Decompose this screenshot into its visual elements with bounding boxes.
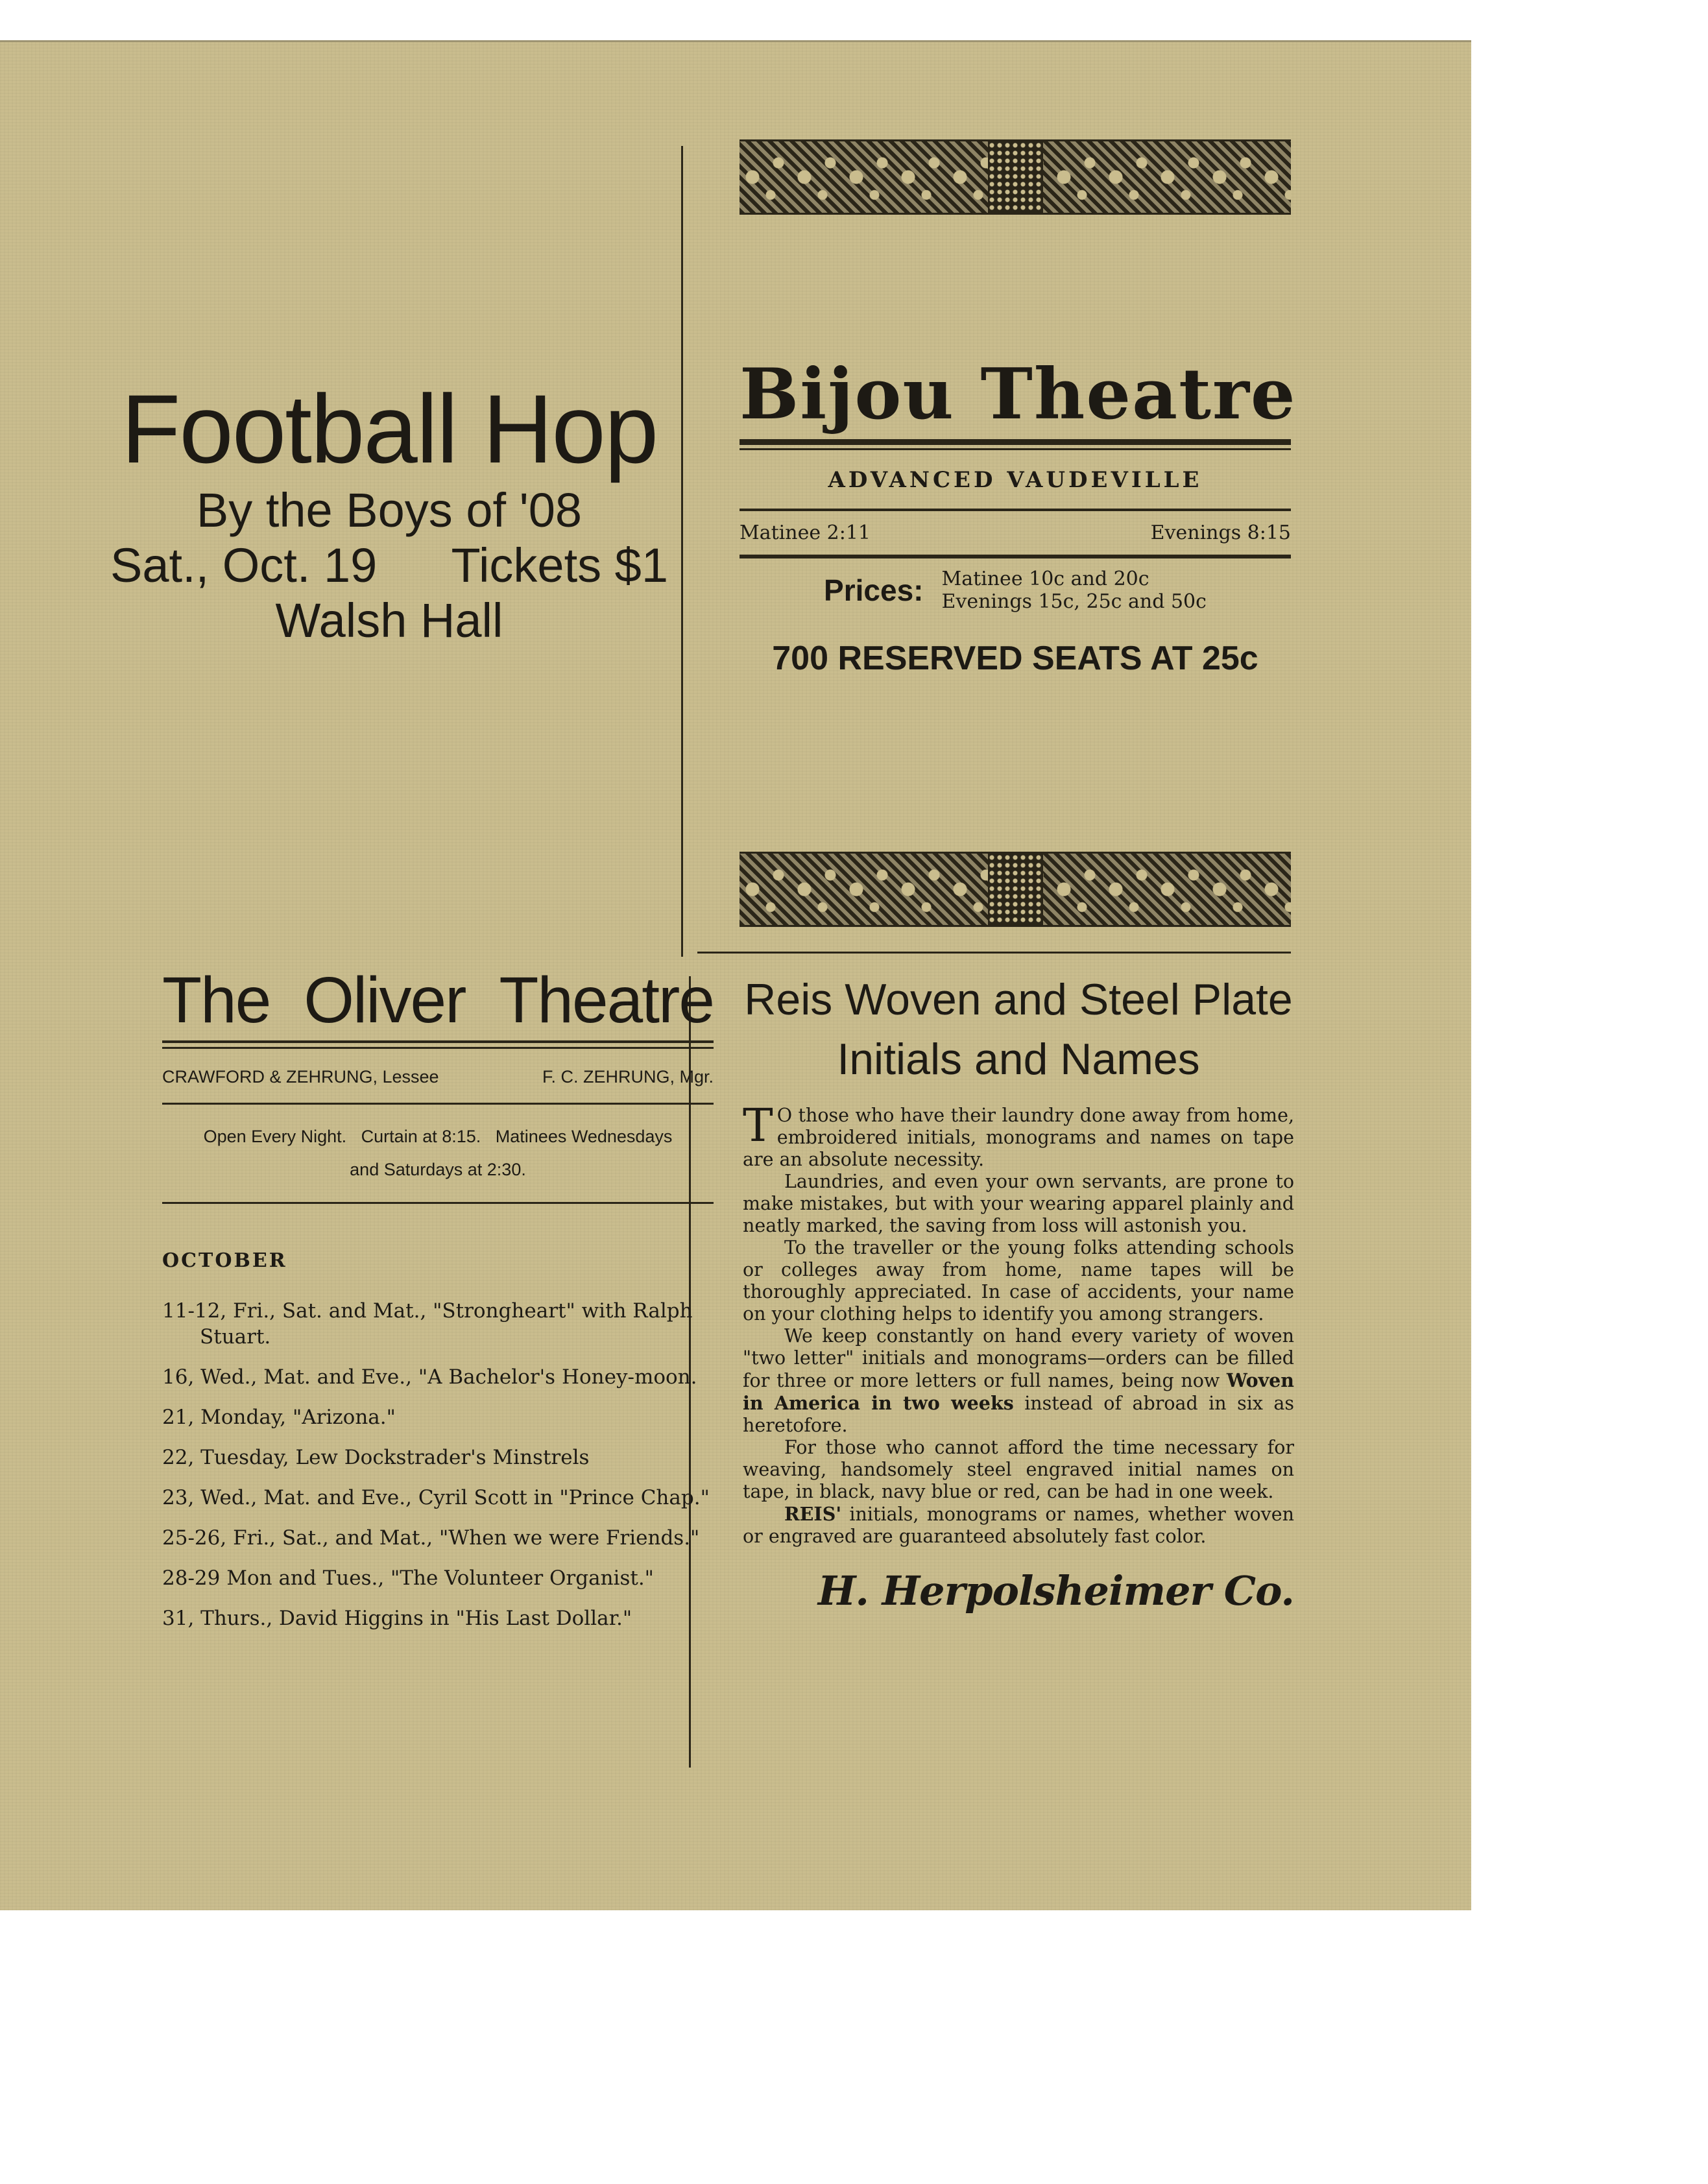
schedule-item: 28-29 Mon and Tues., "The Volunteer Organist." (162, 1566, 654, 1590)
oliver-rule (162, 1103, 714, 1105)
football-hop-tickets: Tickets $1 (451, 538, 668, 592)
oliver-title-the: The (162, 964, 271, 1037)
bijou-reserved-seats: 700 RESERVED SEATS AT 25c (772, 640, 1258, 677)
oliver-manager: F. C. ZEHRUNG, Mgr. (542, 1067, 714, 1086)
bijou-subtitle: ADVANCED VAUDEVILLE (828, 467, 1203, 493)
oliver-theatre-ad (162, 963, 714, 1646)
reis-title-line2: Initials and Names (837, 1035, 1200, 1084)
reis-title-line1: Reis Woven and Steel Plate (744, 975, 1293, 1024)
reis-body (743, 1099, 1294, 1548)
bijou-title: Bijou Theatre (740, 354, 1297, 435)
reis-paragraph-6-text: initials, monograms or names, whether woven or engraved are guaranteed absolutely fast color. (743, 1504, 1294, 1547)
bijou-matinee-time: Matinee 2:11 (740, 522, 871, 544)
reis-paragraph-1: O those who have their laundry done away from home, embroidered initials, monograms and names on tape are an absolute necessity. (743, 1105, 1294, 1170)
reis-paragraph-4-end: instead of abroad in six as heretofore. (743, 1393, 1294, 1436)
ornament-band-top (740, 139, 1291, 215)
reis-paragraph-3: To the traveller or the young folks attending schools or colleges away from home, name tapes will be thoroughly appreciated. In case of accidents, your name on your clothing helps to identify you among strangers. (743, 1237, 1294, 1325)
reis-paragraph-5: For those who cannot afford the time necessary for weaving, handsomely steel engraved initial names on tape, in black, navy blue or red, can be had in one week. (743, 1437, 1294, 1502)
reis-paragraph-6 (743, 1503, 1294, 1548)
reis-paragraph-4-start: We keep constantly on hand every variety of woven "two letter" initials and monograms—orders can be filled for three or more letters or full names, being now (743, 1325, 1294, 1391)
vertical-divider-top (681, 146, 683, 957)
oliver-month: OCTOBER (162, 1249, 287, 1272)
horizontal-divider-middle (697, 952, 1291, 954)
oliver-title-oliver: Oliver (304, 964, 466, 1037)
football-hop-title: Football Hop (121, 374, 658, 483)
oliver-rule-2 (162, 1202, 714, 1204)
bijou-price-evening: Evenings 15c, 25c and 50c (941, 590, 1207, 613)
football-hop-byline: By the Boys of '08 (196, 483, 583, 537)
reis-paragraph-4 (743, 1325, 1294, 1437)
bijou-price-matinee: Matinee 10c and 20c (941, 568, 1149, 590)
bijou-prices-label: Prices: (824, 573, 924, 607)
ornament-band-bottom (740, 852, 1291, 927)
schedule-item: 16, Wed., Mat. and Eve., "A Bachelor's Honey-moon. (162, 1365, 697, 1389)
schedule-item: 11-12, Fri., Sat. and Mat., "Strongheart" with Ralph Stuart. (162, 1299, 693, 1349)
bijou-rule (740, 509, 1291, 511)
bijou-rule-2 (740, 555, 1291, 558)
oliver-hours-line1: Open Every Night. Curtain at 8:15. Matinees Wednesdays (203, 1127, 673, 1146)
reis-paragraph-4-bold: Woven in America in two weeks (743, 1369, 1294, 1414)
football-hop-venue: Walsh Hall (275, 594, 503, 647)
reis-initials-ad (743, 970, 1294, 1614)
program-page (0, 40, 1471, 1910)
schedule-item: 22, Tuesday, Lew Dockstrader's Minstrels (162, 1446, 590, 1469)
schedule-item: 25-26, Fri., Sat., and Mat., "When we were Friends." (162, 1526, 700, 1550)
bijou-double-rule (740, 439, 1291, 450)
football-hop-date: Sat., Oct. 19 (110, 538, 378, 592)
oliver-double-rule (162, 1040, 714, 1049)
schedule-item: 23, Wed., Mat. and Eve., Cyril Scott in "Prince Chap." (162, 1486, 710, 1509)
oliver-lessee: CRAWFORD & ZEHRUNG, Lessee (162, 1067, 439, 1086)
oliver-hours-line2: and Saturdays at 2:30. (350, 1160, 526, 1179)
bijou-evening-time: Evenings 8:15 (1150, 522, 1291, 544)
reis-paragraph-2: Laundries, and even your own servants, are prone to make mistakes, but with your wearing apparel plainly and neatly marked, the saving from loss will astonish you. (743, 1171, 1294, 1236)
oliver-title-theatre: Theatre (499, 964, 714, 1037)
herpolsheimer-signature: H. Herpolsheimer Co. (817, 1567, 1294, 1614)
schedule-item: 21, Monday, "Arizona." (162, 1406, 396, 1429)
bijou-theatre-ad (740, 354, 1297, 678)
reis-dropcap: T (743, 1099, 773, 1152)
football-hop-ad (97, 373, 681, 648)
schedule-item: 31, Thurs., David Higgins in "His Last Dollar." (162, 1607, 632, 1630)
oliver-schedule (162, 1298, 714, 1631)
reis-brand: REIS' (784, 1503, 842, 1525)
